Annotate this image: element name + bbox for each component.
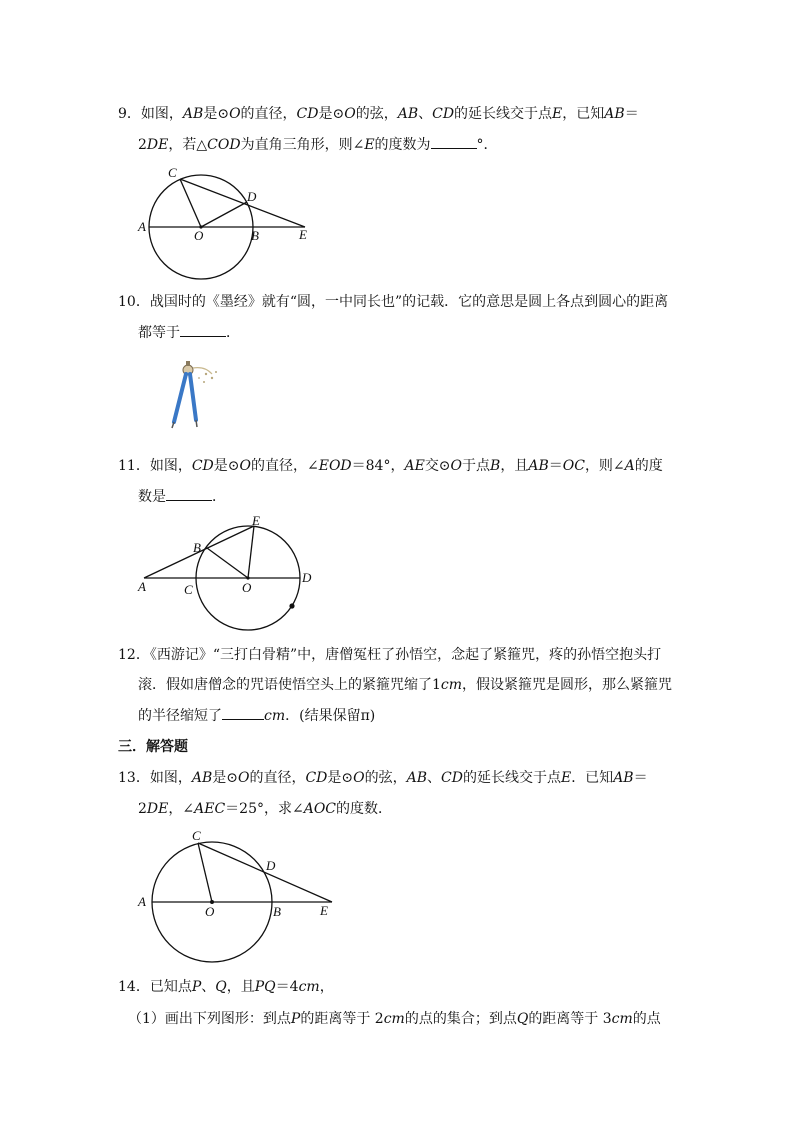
question-number: 12． [118,647,150,663]
q13-diagram [130,825,340,965]
segment-oc [198,843,212,902]
label-a: A [138,894,146,909]
q11-line1: 11．如图，CD是⊙O的直径，∠EOD＝84°，AE交⊙O于点B，且AB＝OC，则∠A的度 [118,458,663,474]
line-ce [180,179,305,227]
segment-oe [248,526,254,578]
q13-line1: 13．如图，AB是⊙O的直径，CD是⊙O的弦，AB、CD的延长线交于点E．已知AB＝ [118,770,648,786]
q14-line2: （1）画出下列图形：到点P的距离等于 2cm的点的集合；到点Q的距离等于 3cm的点 [128,1011,661,1027]
label-b: B [273,904,281,919]
q12-line3: 的半径缩短了 cm．(结果保留π) [138,705,375,726]
label-e: E [320,903,328,918]
label-e: E [252,513,260,528]
question-number: 14． [118,979,150,995]
label-c: C [192,828,201,843]
segment-ob [207,548,248,578]
q13-line2: 2DE，∠AEC＝25°，求∠AOC的度数． [138,801,393,817]
answer-blank [166,486,212,501]
answer-blank [180,322,226,337]
point-marker [289,603,294,608]
question-number: 13． [118,770,150,786]
answer-blank [431,134,477,149]
label-b: B [193,540,201,555]
label-c: C [184,582,193,597]
q9-line2: 2DE，若△COD为直角三角形，则∠E的度数为 °． [138,134,498,155]
q12-line1: 12．《西游记》“三打白骨精”中，唐僧冤枉了孙悟空，念起了紧箍咒，疼的孙悟空抱头打 [118,647,662,663]
label-d: D [247,189,257,204]
label-b: B [251,228,259,243]
answer-blank [222,705,264,720]
segment-od [201,202,247,227]
q9-diagram [130,160,330,280]
question-number: 9． [118,106,141,122]
compass-icon [160,360,230,430]
label-o: O [194,228,204,243]
question-number: 11． [118,458,150,474]
q12-line2: 滚．假如唐僧念的咒语使悟空头上的紧箍咒缩了1cm，假设紧箍咒是圆形，那么紧箍咒 [138,677,673,693]
section-title: 三．解答题 [118,739,188,755]
label-o: O [205,904,215,919]
q14-line1: 14．已知点P、Q，且PQ＝4cm， [118,979,334,995]
q9-line1: 9．如图，AB是⊙O的直径，CD是⊙O的弦，AB、CD的延长线交于点E，已知AB＝ [118,106,639,122]
label-e: E [299,227,307,242]
label-d: D [266,858,276,873]
label-d: D [302,570,312,585]
q10-line1: 10．战国时的《墨经》就有“圆，一中同长也”的记载．它的意思是圆上各点到圆心的距离 [118,294,669,310]
label-o: O [242,580,252,595]
q10-line2: 都等于 ． [138,322,240,343]
question-number: 10． [118,294,150,310]
label-a: A [138,219,146,234]
q11-line2: 数是 ． [138,486,226,507]
label-c: C [168,165,177,180]
label-a: A [138,579,146,594]
line-ce [198,843,332,902]
q11-diagram [130,510,330,640]
